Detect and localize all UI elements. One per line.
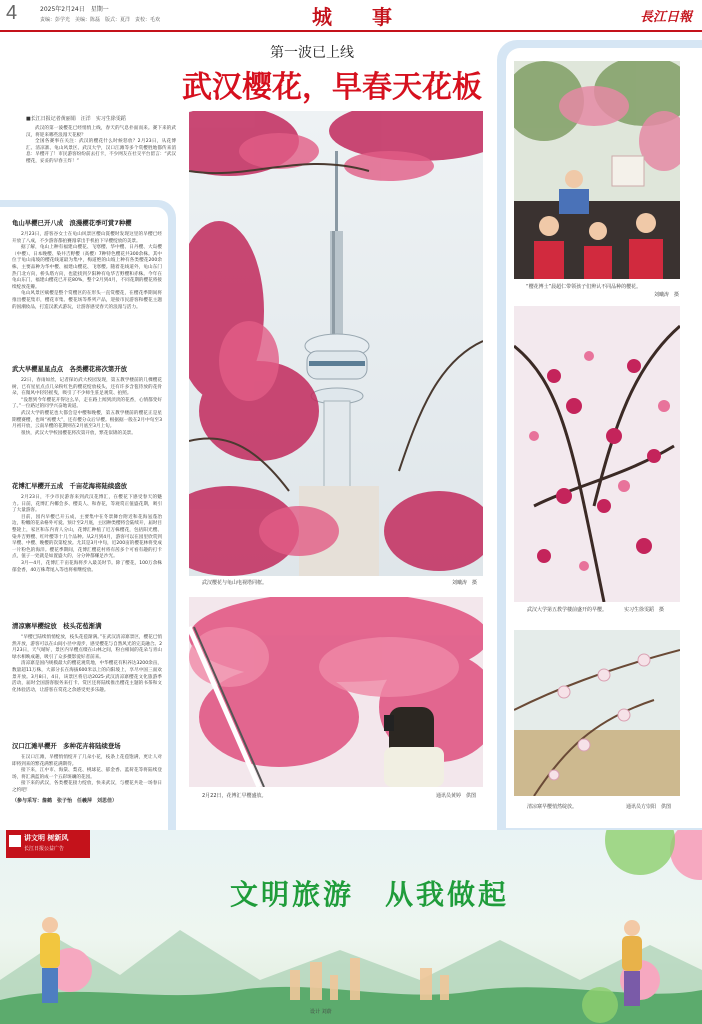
caption-tv-tower: 武汉樱花与龟山电视塔同框。 — [202, 580, 268, 586]
caption-qingliang: 清凉寨早樱悄然绽放。 — [527, 804, 578, 810]
byline: ■长江日报记者黄丽娟 汪洋 实习生徐雯蹈 — [26, 116, 126, 122]
section-1 — [12, 218, 162, 311]
editors-line: 责编：彭学光 美编：陈磊 版式：夏洋 责校：毛欢 — [40, 17, 161, 23]
section-2 — [12, 364, 162, 437]
caption-huabo: 2月22日，花博汇早樱盛放。 — [202, 793, 267, 799]
photo-tv-tower — [189, 111, 483, 576]
body-paragraph: 接下来，江中市、海棠、梨花、桃球花、郁金香、蓝荷花等将陆续登场，将汇满蓝的成一个五彩斑斓的花园。 — [12, 768, 162, 780]
body-paragraph: 目前，园内早樱已开五成，主要集中在冬景舞台附近和花海氢蓬冶边，粉嫩的花朵格外可爱。预计至2月底，主园种类樱将会陆续开，届时目整轮上，家区和东内青人分山，花博汇种植了近万株樱花，包括阳光樱、染井吉野樱、红叶樱等十几个品种。从2月到4月，游客可以在园里欣赏到早樱、中樱、晚樱的次第绽放。尤其是3月中旬，近200亩的樱花林将变成一片粉色的海洋。樱花季期间，花博汇樱花村将有茜多个可看有趣的打卡点，值子一处就是如置盛大的，分分钟都赚足沙光。 — [12, 514, 162, 560]
qr-code-icon — [9, 835, 21, 847]
credit-qingliang: 通讯员方崇阳 供图 — [626, 804, 672, 810]
body-paragraph: 2月23日，不少市民游客来到武汉花博汇，在樱花下感受春天的魅力。日前，花博汇内椰会多、樱美人、和春花，等观赏正值盛花期，吸引了大量游客。 — [12, 495, 162, 514]
body-paragraph: 在汉口江滩，早樱悄悄绽开了几朵小花，枝条上花苞饱满，更让人对即将到来的繁花满繁花满期待。 — [12, 755, 162, 767]
credit-huabo: 通讯员黄婷 供图 — [436, 793, 477, 799]
contributors: （参与采写：詹鹤 张子怡 任羲萍 刘思佳） — [12, 797, 118, 804]
section-5 — [12, 741, 162, 804]
kicker: 第一波已上线 — [270, 45, 354, 61]
date-line: 2025年2月24日 星期一 — [40, 6, 109, 13]
section-3 — [12, 481, 162, 574]
photo-huabo — [189, 597, 483, 787]
intro-paragraph: 武汉的第一波樱花已经悄悄上线，春天的气息扑面而来。赛下来的武汉，将迎来哪些浪漫天花板？ — [26, 126, 176, 138]
body-paragraph: 据了解，龟山上种有福建山樱花、飞寒樱、华中樱、日丹樱、大岛樱（中樱）、日本晚樱、染井吉野樱（高樱）7种特色樱花共300余株。其中位于龟山南坡的樱花线道最为集中，梅道绝的山坡上种有各类樱花200余株，主要品种为华中樱、福建山樱花、飞寒樱。随着花线道外，龟山东门热门北方向，桥头塔方向，也能找到夕阳种有龟华吉野樱和赤株。今年在龟山东门，福建山樱花已开花80%，整个2月到4月，不同花期的樱花将接续绽放花瓣。 — [12, 245, 162, 290]
credit-kids: 刘曦涛 摄 — [654, 292, 680, 298]
credit-tv-tower: 刘曦涛 摄 — [452, 580, 478, 586]
section-heading: 花博汇早樱开五成 千亩花海将陆续盛放 — [12, 482, 128, 490]
headline: 武汉樱花，早春天花板 — [182, 70, 482, 105]
photo-wuda-blossom — [514, 306, 680, 602]
body-paragraph: 2月23日，游客谷女士在龟山风景区樱山賞樱时发现这里的早樱已经开放了八成，不少游客都拍賽漫拿出手机拍下早樱绽放的美景。 — [12, 232, 162, 244]
body-paragraph: 清凉寨是国内规模最大的樱花观赏地，中华樱花有积养达3200余亩，数量超11万株，大部分长在海拔600米以上的向阳坡上，享尽中国三面欢景开放。3月8日，4日，该景区将启动2025·武汉清凉寨樱花文化旅游季活动，届时全国游客服务来打卡、赏区还将陆续推出樱花主题的书茶和文化体验活动，让游客在赏花之余感受更多乐趣。 — [12, 661, 162, 693]
header-rule — [0, 30, 702, 32]
section-heading: 龟山早樱已开八成 浪漫樱花季可赏7种樱 — [12, 219, 132, 227]
body-paragraph: 3月—4月，花博汇千亩花海将步入最美时节。除了樱花，100万余株郁金香，40万株鸢尾入等也将相继绽放。 — [12, 560, 162, 573]
body-paragraph: 22日，春雨如丝，记者探访武大校园发现，第五教学楼前的几棵樱花树，已有星星点点几朵粉红色的樱花绽放枝头，还有许多含苞待放的花骨朵，在微风中轻轻摇曳，吸引了不少师生驻足观赏、拍照。 — [12, 378, 162, 397]
photo-kids-learning — [514, 61, 680, 279]
body-paragraph: “没想到今年樱花开得这么早，走在路上闻到淡淡的花香，心情都变好了。”一位路过的同学兴奋地说道。 — [12, 397, 162, 410]
section-4 — [12, 621, 162, 694]
body-paragraph: “早樱已陆续悄悄绽放，枝头花苞渐满。”在武汉清凉寨景区，樱花已悄然开放，游客可以在山间小径中漫步，感受樱花与自然风光的完美融合。2月23日，天气晴好，景区内早樱点缀在山林之间，粉白相间的花朵与青山绿水相映成趣，吸引了众多摄影爱好者前来。 — [12, 635, 162, 660]
badge-line1: 讲文明 树新风 — [24, 834, 69, 842]
banner-slogan: 文明旅游 从我做起 — [230, 878, 510, 911]
section-heading: 汉口江滩早樱开 多种花卉将陆续登场 — [12, 742, 121, 750]
ad-badge — [6, 830, 90, 858]
section-heading: 清凉寨早樱绽放 枝头花苞渐满 — [12, 622, 102, 630]
newspaper-logo: 長江日報 — [640, 10, 693, 25]
body-paragraph: 很快，武汉大学校园樱花将次第开放，繁花似锦的美景。 — [21, 430, 136, 436]
body-paragraph: 接下来的武汉，各类樱花接力绽放，快来武汉，与樱花共赴一场春日之约吧！ — [12, 781, 162, 793]
public-service-banner — [0, 830, 702, 1024]
badge-line2: 长江日报公益广告 — [24, 846, 65, 852]
caption-kids: “樱花博士”晨超仁带领孩子们辨认不同品种的樱花。 — [526, 284, 642, 290]
intro-paragraph: 全国各赛事在关注：武汉的樱花什么时候怒放？2月23日，从花博汇、清凉寨、龟山风景区、武汉大学，汉口江滩等多个赏樱胜地都传来消息：早樱开了！市民游客纷纷前去打卡，不少网友在社交平台留言：“武汉樱花，妥妥的早春王炸！” — [26, 139, 176, 164]
caption-wuda: 武汉大学第五教学楼前盛开的早樱。 — [527, 607, 608, 613]
body-paragraph: 武汉大学的樱花也大都会是中樱和晚樱，第五教学楼前的樱花正是星期樱赛樱，也叫“初樱大”，还有樱分众后早樱。根据据一般在2月中旬至3月初开放，云南早樱的花期则在2月底至3月上旬。 — [12, 410, 162, 430]
section-title: 城 事 — [312, 5, 402, 29]
credit-wuda: 实习生徐雯蹈 摄 — [624, 607, 665, 613]
banner-designer: 设计 刘蔚 — [310, 1009, 332, 1015]
intro-block — [26, 126, 176, 166]
photo-qingliang-blossom — [514, 630, 680, 796]
page-number: 4 — [6, 2, 18, 24]
section-heading: 武大早樱星星点点 各类樱花将次第开放 — [12, 365, 128, 373]
body-paragraph: 龟山风景区赋樱是整个赏樱区的在形头一直赏樱花，在樱花季期间将推出樱花集市，樱花市集、樱花场等系列产品，迎接市民游客和樱花主题的国潮妆品，打造汉派式游玩，让游客感受春天的浪漫与活力。 — [12, 291, 162, 310]
